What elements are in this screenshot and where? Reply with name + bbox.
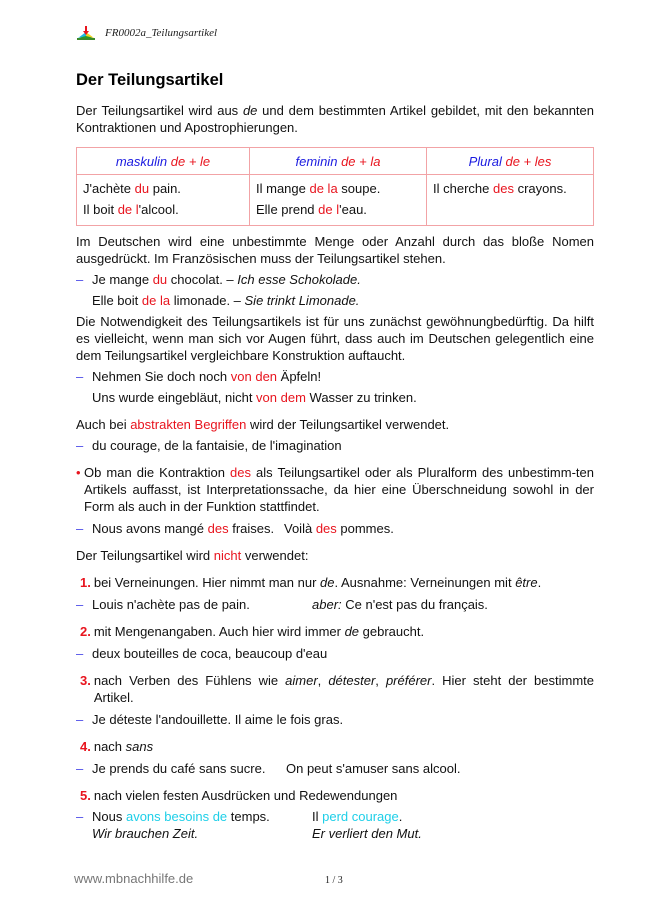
rule-5-example: – Nous avons besoins de temps. Il perd courage.	[76, 809, 403, 824]
note-bullet: • Ob man die Kontraktion des als Teilungsartikel oder als Pluralform des unbestimm-ten Artikels auffasst, ist Interpretationssache, da hier eine Überschneidung sowohl in der Form als auch in der Funktion stattfindet.	[76, 465, 594, 514]
example-block-1	[76, 271, 594, 288]
example-line: Il boit de l'alcool.	[83, 202, 179, 217]
table-cell-masculine	[77, 175, 250, 226]
paragraph-not-used: Der Teilungsartikel wird nicht verwendet:	[76, 548, 309, 563]
table-header-feminine: feminin de + la	[250, 148, 427, 175]
dash-icon: –	[76, 272, 84, 287]
paragraph-necessity: Die Notwendigkeit des Teilungsartikels ist für uns zunächst gewöhnungbedürftig. Da hilft es vielleicht, wenn man sich vor Augen führt, dass auch im Deutschen gelegentlich eine dem Teilungsartikel vergleichbare Konstruktion auftaucht.	[76, 314, 594, 363]
dash-icon: –	[76, 369, 84, 384]
dash-icon: –	[76, 438, 84, 453]
table-cell-plural	[427, 175, 594, 226]
dash-icon: –	[76, 521, 84, 536]
rule-2-example: – deux bouteilles de coca, beaucoup d'eau	[76, 646, 328, 661]
rule-4: 4. nach sans	[80, 739, 154, 754]
document-body	[76, 102, 594, 842]
rule-4-example: – Je prends du café sans sucre. On peut s'amuser sans alcool.	[76, 761, 461, 776]
rule-1-example: – Louis n'achète pas de pain. aber: Ce n'est pas du français.	[76, 597, 488, 612]
table-cell-feminine	[250, 175, 427, 226]
example-line: Il mange de la soupe.	[256, 181, 381, 196]
example-line: Elle prend de l'eau.	[256, 202, 367, 217]
dash-icon: –	[76, 646, 84, 661]
example-line: Elle boit de la limonade. – Sie trinkt Limonade.	[92, 293, 360, 308]
example-line: Je mange du chocolat. – Ich esse Schokolade.	[92, 272, 361, 287]
dash-icon: –	[76, 761, 84, 776]
bullet-icon: •	[76, 465, 81, 480]
rule-5: 5. nach vielen festen Ausdrücken und Redewendungen	[80, 788, 398, 803]
page-number: 1 / 3	[325, 875, 343, 886]
book-logo-icon	[76, 26, 96, 40]
rule-1: 1. bei Verneinungen. Hier nimmt man nur de. Ausnahme: Verneinungen mit être.	[80, 575, 542, 590]
example-line: Nehmen Sie doch noch von den Äpfeln!	[92, 369, 322, 384]
rule-3-example: – Je déteste l'andouillette. Il aime le fois gras.	[76, 712, 344, 727]
dash-icon: –	[76, 597, 84, 612]
example-line: J'achète du pain.	[83, 181, 181, 196]
rule-3: 3. nach Verben des Fühlens wie aimer, détester, préférer. Hier steht der bestimmte Artikel.	[80, 673, 595, 705]
footer-website-link[interactable]: www.mbnachhilfe.de	[74, 871, 194, 886]
page-title: Der Teilungsartikel	[76, 71, 224, 89]
document-filename: FR0002a_Teilungsartikel	[105, 27, 218, 39]
example-line: Il cherche des crayons.	[433, 181, 567, 196]
example-block-3: – du courage, de la fantaisie, de l'imagination	[76, 438, 342, 453]
paragraph-abstract: Auch bei abstrakten Begriffen wird der Teilungsartikel verwendet.	[76, 417, 450, 432]
rule-5-translation: Wir brauchen Zeit. Er verliert den Mut.	[92, 826, 422, 841]
example-block-4: – Nous avons mangé des fraises. Voilà des pommes.	[76, 521, 394, 536]
document-header	[76, 26, 217, 40]
rule-2: 2. mit Mengenangaben. Auch hier wird immer de gebraucht.	[80, 624, 425, 639]
paragraph-german-comparison: Im Deutschen wird eine unbestimmte Menge oder Anzahl durch das bloße Nomen ausgedrückt. Im Französischen muss der Teilungsartikel stehen.	[76, 234, 594, 266]
table-header-masculine: maskulin de + le	[77, 148, 250, 175]
table-header-plural: Plural de + les	[427, 148, 594, 175]
dash-icon: –	[76, 809, 84, 824]
example-line: Uns wurde eingebläut, nicht von dem Wasser zu trinken.	[92, 390, 417, 405]
dash-icon: –	[76, 712, 84, 727]
example-block-2	[76, 368, 594, 385]
intro-paragraph: Der Teilungsartikel wird aus de und dem bestimmten Artikel gebildet, mit den bekannten Kontraktionen und Apostrophierungen.	[76, 103, 594, 135]
article-table	[76, 147, 594, 226]
